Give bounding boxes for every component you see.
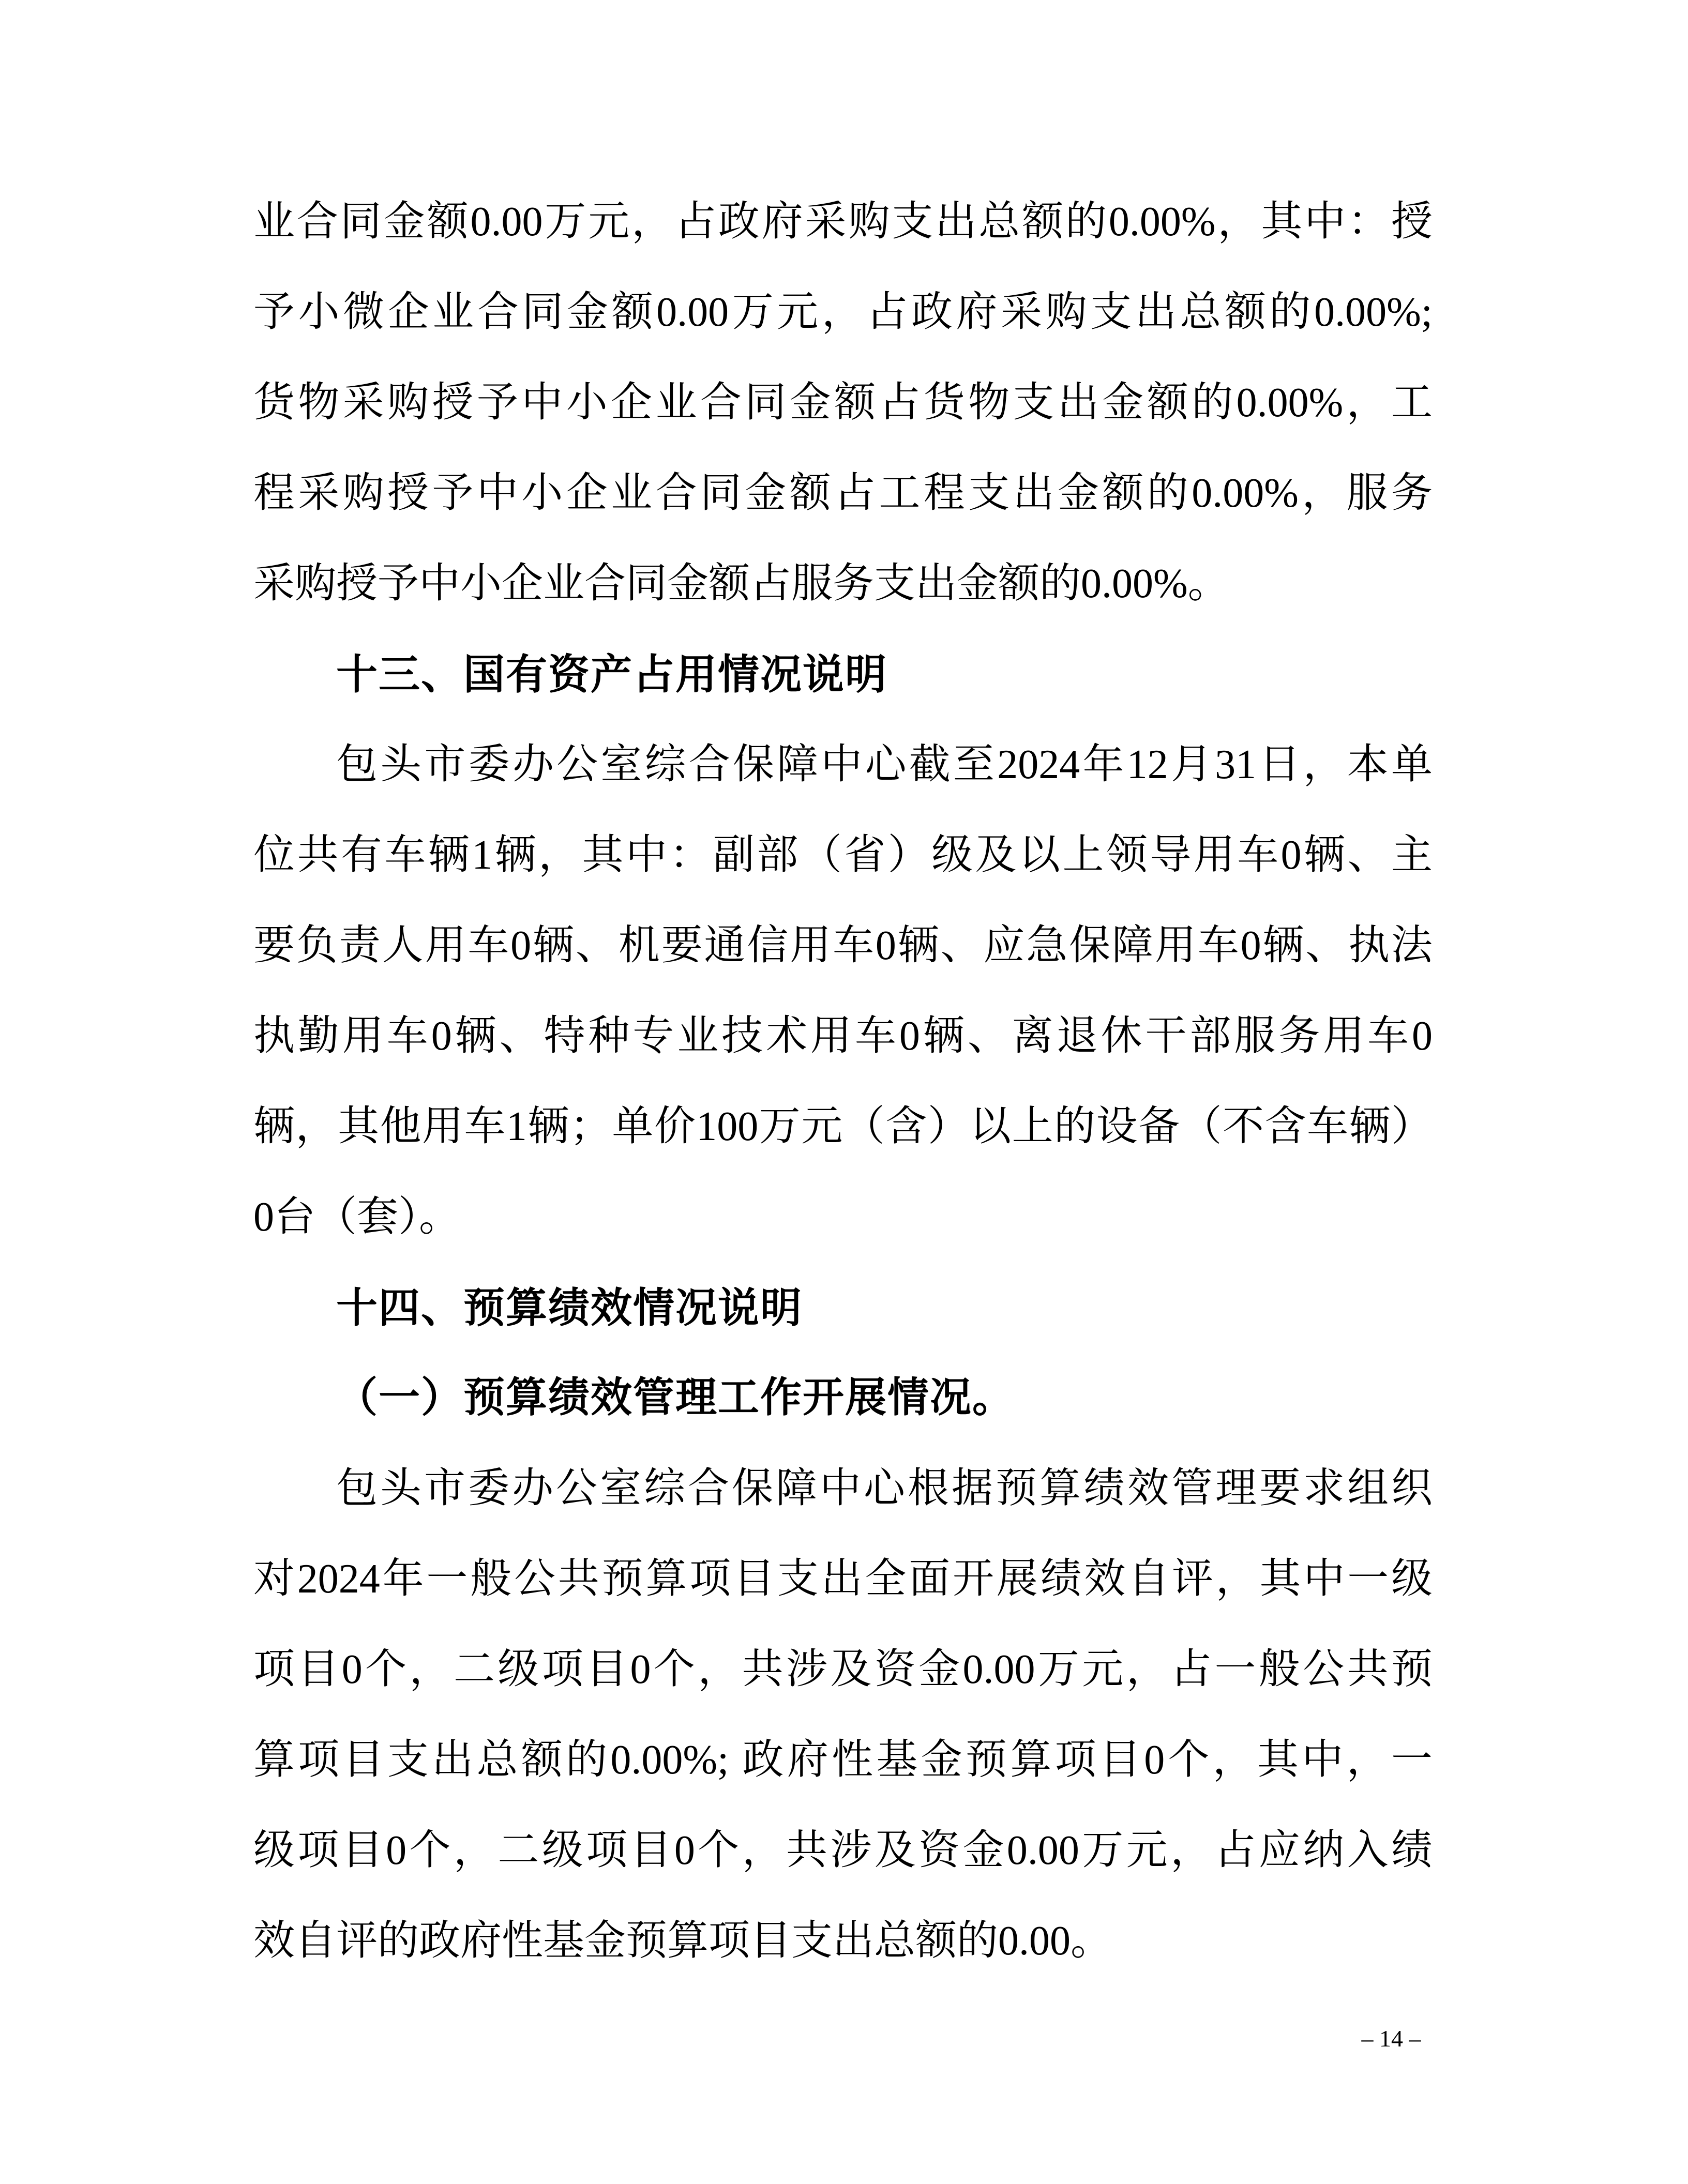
paragraph-line: 对2024年一般公共预算项目支出全面开展绩效自评，其中一级 [253, 1556, 1433, 1602]
paragraph-line: 予小微企业合同金额0.00万元，占政府采购支出总额的0.00%; [253, 290, 1433, 335]
paragraph-line: 项目0个，二级项目0个，共涉及资金0.00万元，占一般公共预 [253, 1647, 1433, 1692]
paragraph-line: 采购授予中小企业合同金额占服务支出金额的0.00%。 [253, 561, 1229, 606]
paragraph-line: 货物采购授予中小企业合同金额占货物支出金额的0.00%，工 [253, 380, 1433, 426]
subsection-heading-1: （一）预算绩效管理工作开展情况。 [336, 1375, 1015, 1421]
section-heading-14: 十四、预算绩效情况说明 [336, 1285, 803, 1331]
page-number: – 14 – [1361, 2025, 1421, 2052]
paragraph-line: 0台（套）。 [253, 1194, 460, 1240]
paragraph-line: 级项目0个，二级项目0个，共涉及资金0.00万元，占应纳入绩 [253, 1828, 1433, 1873]
document-body [253, 177, 1433, 1986]
paragraph-line: 包头市委办公室综合保障中心根据预算绩效管理要求组织 [336, 1466, 1433, 1511]
paragraph-line: 要负责人用车0辆、机要通信用车0辆、应急保障用车0辆、执法 [253, 923, 1433, 968]
paragraph-line: 包头市委办公室综合保障中心截至2024年12月31日，本单 [336, 742, 1433, 787]
paragraph-line: 效自评的政府性基金预算项目支出总额的0.00。 [253, 1918, 1112, 1964]
section-heading-13: 十三、国有资产占用情况说明 [336, 651, 887, 697]
paragraph-line: 程采购授予中小企业合同金额占工程支出金额的0.00%，服务 [253, 471, 1433, 516]
paragraph-line: 业合同金额0.00万元，占政府采购支出总额的0.00%，其中：授 [253, 199, 1433, 245]
paragraph-line: 执勤用车0辆、特种专业技术用车0辆、离退休干部服务用车0 [253, 1013, 1433, 1059]
paragraph-line: 位共有车辆1辆，其中：副部（省）级及以上领导用车0辆、主 [253, 832, 1433, 878]
paragraph-line: 辆，其他用车1辆；单价100万元（含）以上的设备（不含车辆） [253, 1104, 1433, 1149]
paragraph-line: 算项目支出总额的0.00%; 政府性基金预算项目0个，其中，一 [253, 1737, 1433, 1783]
